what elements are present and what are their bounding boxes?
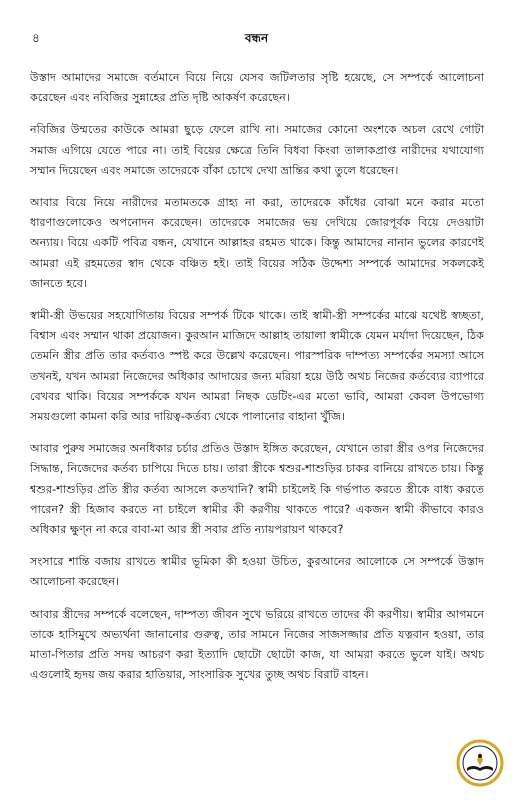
paragraph-7: আবার স্ত্রীদের সম্পর্কে বলেছেন, দাম্পত্য জীবন সুখে ভরিয়ে রাখতে তাদের কী করণীয়। স্বামীর আগমনে তাকে হাসিমুখে অভ্যর্থনা জানানোর গুরুত্ব, তার সামনে নিজের সাজসজ্জার প্রতি যত্নবান হওয়া, তার মাতা-পিতার প্রতি সদয় আচরণ করা ইত্যাদি ছোটো ছোটো কাজ, যা আমরা করতে ভুলে যাই। অথচ এগুলোই হৃদয় জয় করার হাতিয়ার, সাংসারিক সুখের তুচ্ছ অথচ বিরাট বাহন। xyxy=(30,607,484,682)
paragraph-5: আবার পুরুষ সমাজের অনধিকার চর্চার প্রতিও উস্তাদ ইঙ্গিত করেছেন, যেখানে তারা স্ত্রীর ওপর নিজেদের সিদ্ধান্ত, নিজেদের কর্তব্য চাপিয়ে দিতে চায়। তারা স্ত্রীকে শ্বশুর-শাশুড়ির চাকর বানিয়ে রাখতে চায়। কিন্তু শ্বশুর-শাশুড়ির প্রতি স্ত্রীর কর্তব্য আসলে কতখানি? স্বামী চাইলেই কি গর্ভপাত করতে স্ত্রীকে বাধ্য করতে পারেন? স্ত্রী হিজাব করতে না চাইলে স্বামীর কী করণীয় থাকতে পারে? একজন স্বামী কীভাবে কারও অধিকার ক্ষুণ্ন না করে বাবা-মা আর স্ত্রী সবার প্রতি ন্যায়পরায়ণ থাকবে? xyxy=(30,442,484,537)
paragraph-4: স্বামী-স্ত্রী উভয়ের সহযোগিতায় বিয়ের সম্পর্ক টিকে থাকে। তাই স্বামী-স্ত্রী সম্পর্কের মাঝে যথেষ্ট স্বচ্ছতা, বিশ্বাস এবং সম্মান থাকা প্রয়োজন। কুরআন মাজিদে আল্লাহ তায়ালা স্বামীকে যেমন মর্যাদা দিয়েছেন, ঠিক তেমনি স্ত্রীর প্রতি তার কর্তব্যও স্পষ্ট করে উল্লেখ করেছেন। পারস্পরিক দাম্পত্য সম্পর্কের সমস্যা আসে তখনই, যখন আমরা নিজেদের অধিকার আদায়ের জন্য মরিয়া হয়ে উঠি অথচ নিজের কর্তব্যের ব্যাপারে বেখবর থাকি। বিয়ের সম্পর্ককে যখন আমরা নিছক ডেটিং-এর মতো ভাবি, আমরা কেবল উপভোগ্য সময়গুলো কামনা করি আর দায়িত্ব-কর্তব্য থেকে পালানোর বাহানা খুঁজি। xyxy=(30,309,484,424)
page-header xyxy=(0,30,513,50)
paragraph-3: আবার বিয়ে নিয়ে নারীদের মতামতকে গ্রাহ্য না করা, তাদেরকে কাঁধের বোঝা মনে করার মতো ধারণাগুলোকেও অপনোদন করেছেন। তাদেরকে সমাজের ভয় দেখিয়ে জোরপূর্বক বিয়ে দেওয়াটা অন্যায়। বিয়ে একটি পবিত্র বন্ধন, যেখানে আল্লাহর রহমত থাকে। কিন্তু আমাদের নানান ভুলের কারণেই আমরা এই রহমতের স্বাদ থেকে বঞ্চিত হই। তাই বিয়ের সঠিক উদ্দেশ্য সম্পর্কে আমাদের সকলকেই জানতে হবে। xyxy=(30,196,484,290)
paragraph-6: সংসারে শান্তি বজায় রাখতে স্বামীর ভূমিকা কী হওয়া উচিত, কুরআনের আলোকে সে সম্পর্কে উস্তাদ আলোচনা করেছেন। xyxy=(30,555,484,589)
body-text xyxy=(30,68,484,697)
running-title: বন্ধন xyxy=(244,31,269,45)
page-number: ৪ xyxy=(32,31,40,45)
book-emblem-icon xyxy=(455,738,505,788)
publisher-logo xyxy=(455,738,505,788)
paragraph-2: নবিজির উম্মতের কাউকে আমরা ছুড়ে ফেলে রাখি না। সমাজের কোনো অংশকে অচল রেখে গোটা সমাজ এগিয়ে যেতে পারে না। তাই বিয়ের ক্ষেত্রে তিনি বিধবা কিংবা তালাকপ্রাপ্ত নারীদের যথাযোগ্য সম্মান দিয়েছেন এবং সমাজে তাদেরকে বাঁকা চোখে দেখা ভ্রান্তির কথা তুলে ধরেছেন। xyxy=(30,123,484,177)
paragraph-1: উস্তাদ আমাদের সমাজে বর্তমানে বিয়ে নিয়ে যেসব জটিলতার সৃষ্টি হয়েছে, সে সম্পর্কে আলোচনা করেছেন এবং নবিজির সুন্নাহের প্রতি দৃষ্টি আকর্ষণ করেছেন। xyxy=(30,71,484,105)
